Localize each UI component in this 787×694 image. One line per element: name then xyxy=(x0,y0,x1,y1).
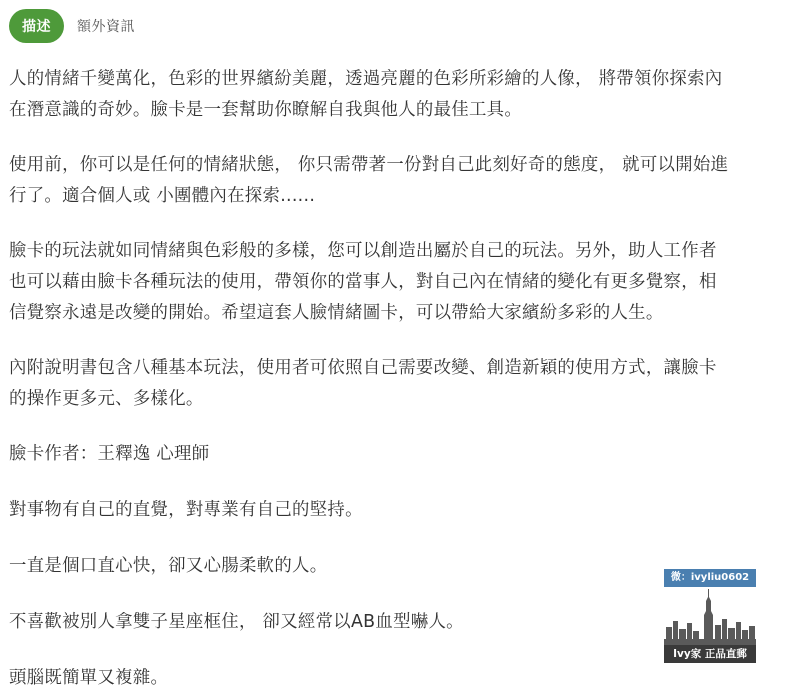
paragraph: 對事物有自己的直覺，對專業有自己的堅持。 xyxy=(9,500,363,520)
paragraph: 不喜歡被別人拿雙子星座框住， 卻又經常以AB血型嚇人。 xyxy=(9,612,464,632)
watermark-wechat-id: 微：ivyliu0602 xyxy=(664,569,756,587)
paragraph: 人的情緒千變萬化，色彩的世界繽紛美麗，透過亮麗的色彩所彩繪的人像， 將帶領你探索內 在潛意識的奇妙。臉卡是一套幫助你瞭解自我與他人的最佳工具。 xyxy=(9,69,723,120)
tab-additional-info[interactable]: 額外資訊 xyxy=(77,19,135,35)
paragraph: 內附說明書包含八種基本玩法，使用者可依照自己需要改變、創造新穎的使用方式，讓臉卡 的操作更多元、多樣化。 xyxy=(9,358,717,409)
paragraph: 頭腦既簡單又複雜。 xyxy=(9,668,169,688)
paragraph: 一直是個口直心快，卻又心腸柔軟的人。 xyxy=(9,556,328,576)
tab-bar xyxy=(9,9,148,43)
paragraph: 使用前，你可以是任何的情緒狀態， 你只需帶著一份對自己此刻好奇的態度， 就可以開始進 行了。適合個人或 小團體內在探索...... xyxy=(9,155,729,206)
watermark-badge xyxy=(664,569,756,663)
paragraph: 臉卡的玩法就如同情緒與色彩般的多樣，您可以創造出屬於自己的玩法。另外，助人工作者 也可以藉由臉卡各種玩法的使用，帶領你的當事人，對自己內在情緒的變化有更多覺察，相 信覺察永遠是改變的開始。希望這套人臉情緒圖卡，可以帶給大家繽紛多彩的人生。 xyxy=(9,241,717,323)
paragraph: 臉卡作者：王釋逸 心理師 xyxy=(9,444,210,464)
watermark-shop-name: Ivy家 正品直郵 xyxy=(664,645,756,663)
tab-description[interactable]: 描述 xyxy=(9,9,64,43)
city-skyline-icon xyxy=(664,587,756,645)
